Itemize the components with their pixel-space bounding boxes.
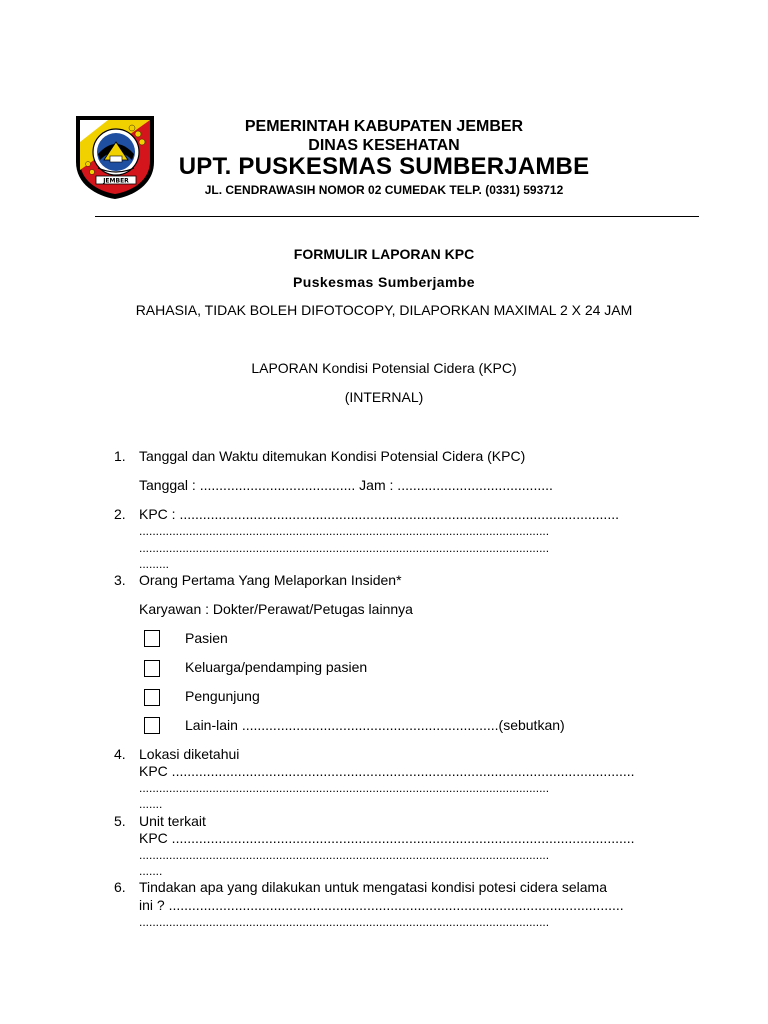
reporter-staff-label: Karyawan : Dokter/Perawat/Petugas lainnya	[139, 601, 413, 617]
kpc-dots-line: ...........................................................................................................................	[139, 541, 550, 555]
unit-dots-line: ...........................................................................................................................	[139, 848, 550, 862]
header-department: DINAS KESEHATAN	[308, 137, 460, 154]
header-divider	[95, 216, 699, 217]
item-number-6: 6.	[114, 879, 126, 895]
form-title: FORMULIR LAPORAN KPC	[293, 246, 475, 262]
item-4-label: Lokasi diketahui	[139, 746, 240, 762]
location-dots-line: .......	[139, 797, 163, 811]
option-label: Lain-lain ..................................................................(sebutkan)	[185, 717, 565, 733]
item-number-2: 2.	[114, 506, 126, 522]
jember-logo	[74, 114, 156, 200]
item-number-1: 1.	[114, 448, 126, 464]
kpc-dots-line: .........	[139, 557, 170, 571]
item-5-label: Unit terkait	[139, 813, 206, 829]
form-subtitle: Puskesmas Sumberjambe	[293, 274, 475, 290]
location-kpc-field[interactable]: KPC .......................................................................................................................	[139, 763, 635, 779]
checkbox-pasien[interactable]	[144, 630, 160, 647]
item-number-4: 4.	[114, 746, 126, 762]
option-label: Keluarga/pendamping pasien	[185, 659, 368, 675]
header-government: PEMERINTAH KABUPATEN JEMBER	[244, 118, 524, 135]
report-title: LAPORAN Kondisi Potensial Cidera (KPC)	[251, 360, 517, 376]
checkbox-lain-lain[interactable]	[144, 717, 160, 734]
location-dots-line: ...........................................................................................................................	[139, 781, 550, 795]
kpc-dots-line: ...........................................................................................................................	[139, 524, 550, 538]
checkbox-keluarga[interactable]	[144, 660, 160, 677]
header-institution: UPT. PUSKESMAS SUMBERJAMBE	[178, 153, 590, 180]
confidential-notice: RAHASIA, TIDAK BOLEH DIFOTOCOPY, DILAPORKAN MAXIMAL 2 X 24 JAM	[135, 302, 633, 318]
action-field[interactable]: ini ? .....................................................................................................................	[139, 897, 624, 913]
date-time-field[interactable]: Tanggal : ........................................ Jam : ........................................	[139, 477, 553, 493]
item-6-label: Tindakan apa yang dilakukan untuk mengatasi kondisi potesi cidera selama	[139, 879, 607, 895]
action-dots-line: ...........................................................................................................................	[139, 915, 550, 929]
option-label: Pengunjung	[185, 688, 260, 704]
item-1-label: Tanggal dan Waktu ditemukan Kondisi Potensial Cidera (KPC)	[139, 448, 526, 464]
kpc-field[interactable]: KPC : .................................................................................................................	[139, 506, 619, 522]
logo-text: JEMBER	[103, 177, 129, 185]
checkbox-pengunjung[interactable]	[144, 689, 160, 706]
unit-kpc-field[interactable]: KPC .......................................................................................................................	[139, 830, 635, 846]
item-number-3: 3.	[114, 572, 126, 588]
item-3-label: Orang Pertama Yang Melaporkan Insiden*	[139, 572, 402, 588]
option-label: Pasien	[185, 630, 228, 646]
report-scope: (INTERNAL)	[344, 389, 424, 405]
header-address: JL. CENDRAWASIH NOMOR 02 CUMEDAK TELP. (0331) 593712	[204, 183, 564, 197]
item-number-5: 5.	[114, 813, 126, 829]
unit-dots-line: .......	[139, 864, 163, 878]
